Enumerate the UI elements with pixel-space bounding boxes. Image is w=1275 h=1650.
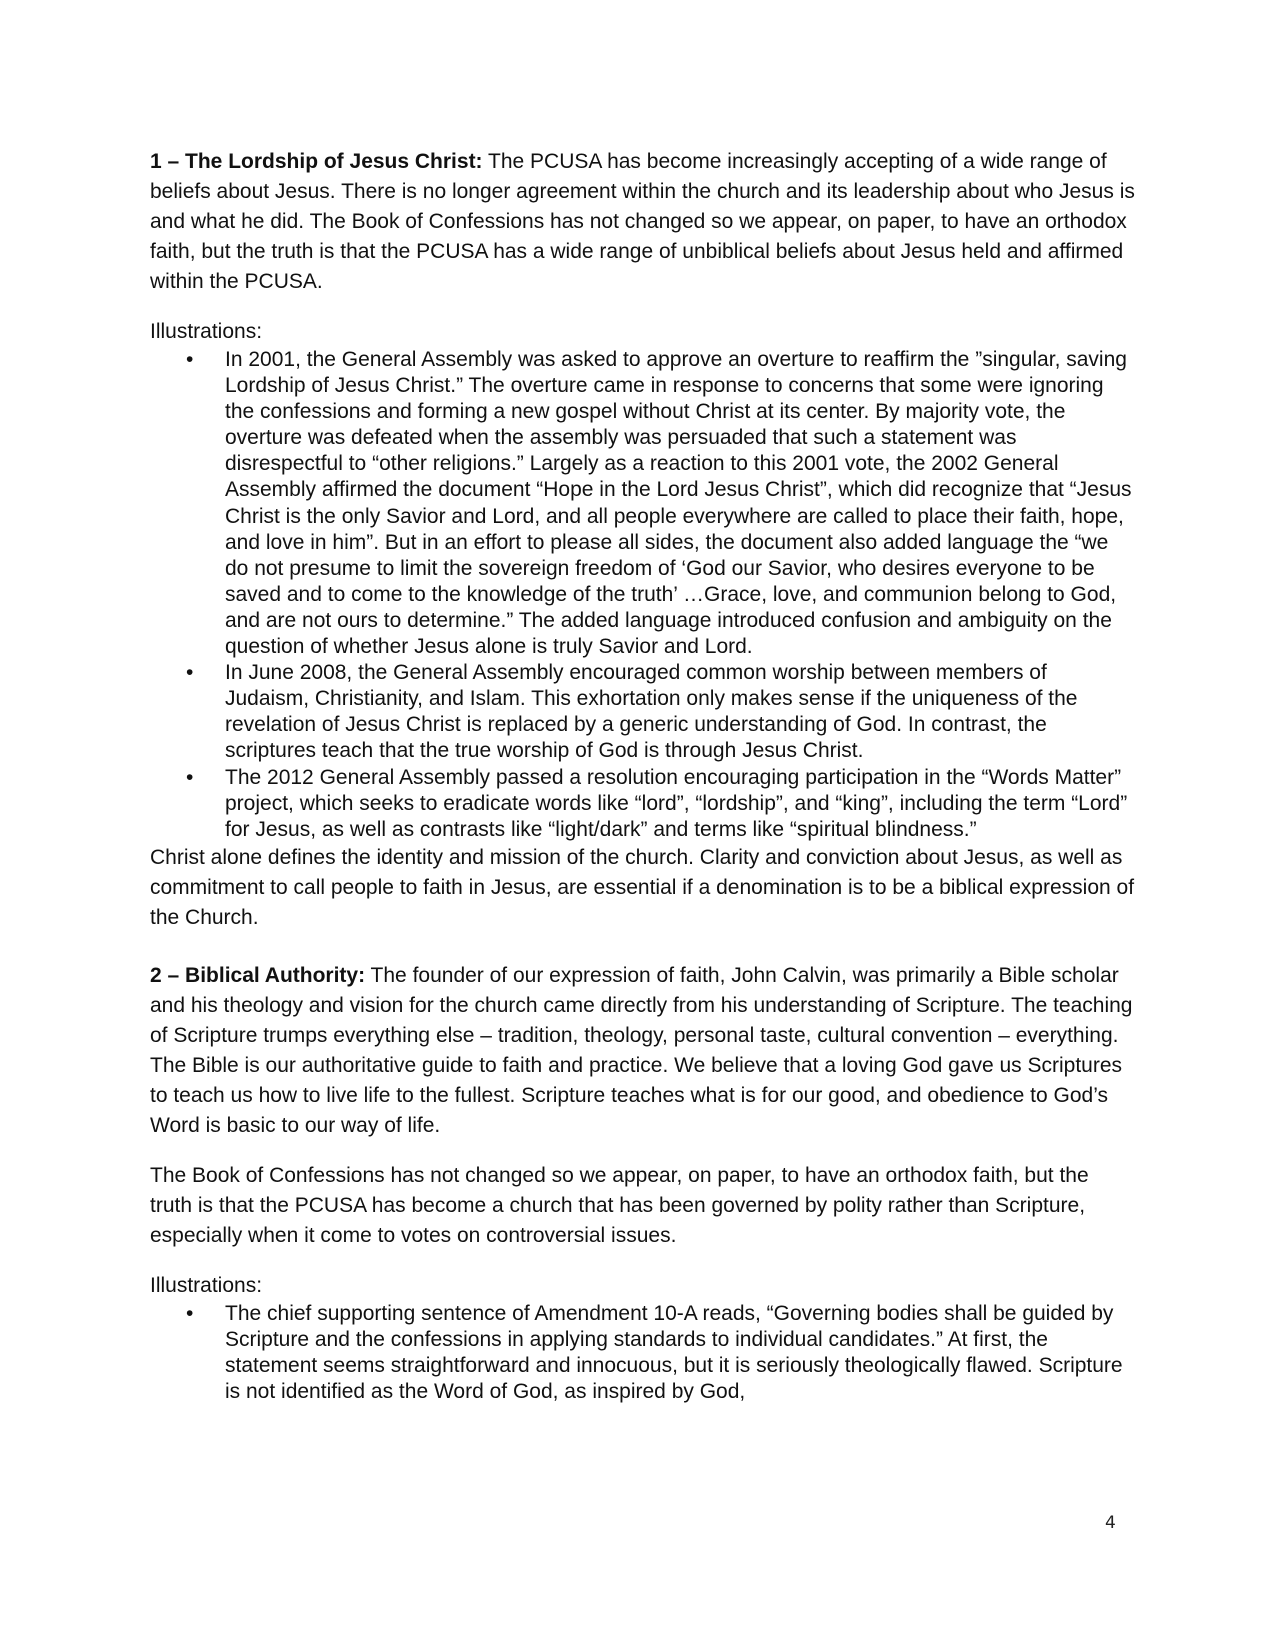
- list-item-text: In 2001, the General Assembly was asked to approve an overture to reaffirm the ”singular, saving Lordship of Jesus Christ.” The overture came in response to concerns that some were ignoring the confessions and forming a new gospel without Christ at its center. By majority vote, the overture was defeated when the assembly was persuaded that such a statement was disrespectful to “other religions.” Largely as a reaction to this 2001 vote, the 2002 General Assembly affirmed the document “Hope in the Lord Jesus Christ”, which did recognize that “Jesus Christ is the only Savior and Lord, and all people everywhere are called to place their faith, hope, and love in him”. But in an effort to please all sides, the document also added language the “we do not presume to limit the sovereign freedom of ‘God our Savior, who desires everyone to be saved and to come to the knowledge of the truth’ …Grace, love, and communion belong to God, and are not ours to determine.” The added language introduced confusion and ambiguity on the question of whether Jesus alone is truly Savior and Lord.: [225, 348, 1132, 659]
- section2-illustrations-list: [150, 1301, 1135, 1405]
- list-item: [150, 660, 1135, 764]
- page-content: [150, 147, 1135, 1405]
- section2-paragraph: [150, 961, 1135, 1141]
- section1-illustrations-label: Illustrations:: [150, 320, 263, 343]
- section1-illustrations-list: [150, 347, 1135, 843]
- page-number: 4: [1105, 1513, 1116, 1533]
- section2-intro: The founder of our expression of faith, John Calvin, was primarily a Bible scholar and his theology and vision for the church came directly from his understanding of Scripture. The teaching of Scripture trumps everything else – tradition, theology, personal taste, cultural convention – everything. The Bible is our authoritative guide to faith and practice. We believe that a loving God gave us Scriptures to teach us how to live life to the fullest. Scripture teaches what is for our good, and obedience to God’s Word is basic to our way of life.: [150, 963, 1133, 1137]
- list-item: [150, 765, 1135, 843]
- list-item-text: In June 2008, the General Assembly encouraged common worship between members of Judaism, Christianity, and Islam. This exhortation only makes sense if the uniqueness of the revelation of Jesus Christ is replaced by a generic understanding of God. In contrast, the scriptures teach that the true worship of God is through Jesus Christ.: [225, 661, 1078, 763]
- bullet-icon: •: [186, 765, 194, 789]
- list-item-text: The 2012 General Assembly passed a resolution encouraging participation in the “Words Matter” project, which seeks to eradicate words like “lord”, “lordship”, and “king”, including the term “Lord” for Jesus, as well as contrasts like “light/dark” and terms like “spiritual blindness.”: [225, 765, 1128, 841]
- bullet-icon: •: [186, 1301, 194, 1325]
- section2-illustrations-label: Illustrations:: [150, 1273, 263, 1297]
- list-item: [150, 347, 1135, 660]
- section1-closing: Christ alone defines the identity and mission of the church. Clarity and conviction about Jesus, as well as commitment to call people to faith in Jesus, are essential if a denomination is to be a biblical expression of the Church.: [150, 845, 1135, 929]
- bullet-icon: •: [186, 661, 194, 685]
- section2-paragraph2: The Book of Confessions has not changed so we appear, on paper, to have an orthodox faith, but the truth is that the PCUSA has become a church that has been governed by polity rather than Scripture, especially when it come to votes on controversial issues.: [150, 1163, 1089, 1247]
- section1-intro: The PCUSA has become increasingly accepting of a wide range of beliefs about Jesus. There is no longer agreement within the church and its leadership about who Jesus is and what he did. The Book of Confessions has not changed so we appear, on paper, to have an orthodox faith, but the truth is that the PCUSA has a wide range of unbiblical beliefs about Jesus held and affirmed within the PCUSA.: [150, 150, 1135, 293]
- bullet-icon: •: [186, 348, 194, 371]
- list-item: [150, 1301, 1135, 1405]
- section1-paragraph: [150, 147, 1135, 297]
- section2-heading: 2 – Biblical Authority:: [150, 963, 366, 987]
- list-item-text: The chief supporting sentence of Amendment 10-A reads, “Governing bodies shall be guided by Scripture and the confessions in applying standards to individual candidates.” At first, the statement seems straightforward and innocuous, but it is seriously theologically flawed. Scripture is not identified as the Word of God, as inspired by God,: [225, 1301, 1123, 1404]
- section1-heading: 1 – The Lordship of Jesus Christ:: [150, 150, 483, 173]
